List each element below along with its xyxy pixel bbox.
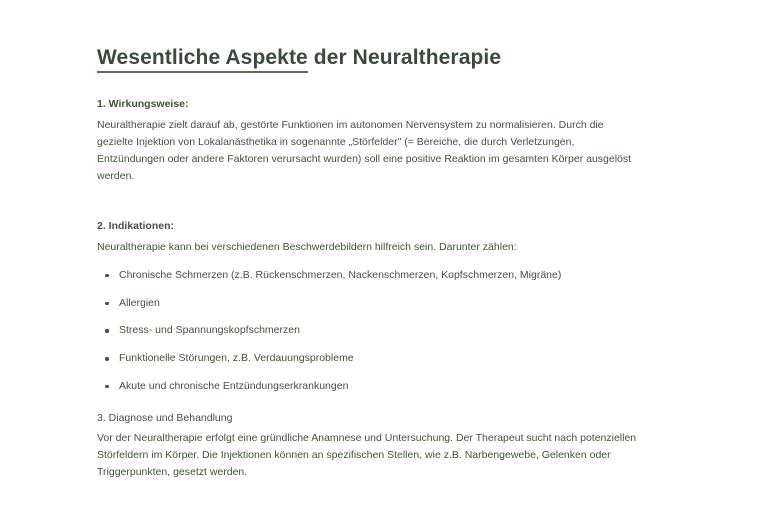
section-indikationen xyxy=(97,219,702,395)
page-title-rest: der Neuraltherapie xyxy=(307,46,502,69)
section-heading: 2. Indikationen: xyxy=(97,220,175,233)
page-title xyxy=(97,44,702,71)
list-item: Akute und chronische Entzündungserkrankungen xyxy=(97,379,702,395)
section-body: Neuraltherapie zielt darauf ab, gestörte Funktionen im autonomen Nervensystem zu normalisieren. Durch die gezielte Injektion von Lokalanästhetika in sogenannte „Störfelder" (= Bereiche, die durch Verletzungen, Entzündungen oder andere Faktoren verursacht wurden) soll eine positive Reaktion im gesamten Körper ausgelöst werden. xyxy=(97,119,632,183)
section-heading: 1. Wirkungsweise: xyxy=(97,98,189,111)
section-body: Vor der Neuraltherapie erfolgt eine gründliche Anamnese und Untersuchung. Der Therapeut sucht nach potenziellen Störfeldern im Körper. Die Injektionen können an spezifischen Stellen, wie z.B. Narbengewebe, Gelenken oder Triggerpunkten, gesetzt werden. xyxy=(97,432,637,479)
page-title-highlight: Wesentliche Aspekte xyxy=(97,46,308,73)
section-wirkungsweise xyxy=(97,97,702,185)
list-item: Allergien xyxy=(97,296,702,312)
indikationen-list xyxy=(97,268,702,395)
section-diagnose-behandlung xyxy=(97,411,702,482)
list-item: Chronische Schmerzen (z.B. Rückenschmerzen, Nackenschmerzen, Kopfschmerzen, Migräne) xyxy=(97,268,702,284)
list-item: Stress- und Spannungskopfschmerzen xyxy=(97,323,702,339)
list-item: Funktionelle Störungen, z.B. Verdauungsprobleme xyxy=(97,351,702,367)
section-body: Neuraltherapie kann bei verschiedenen Beschwerdebildern hilfreich sein. Darunter zählen: xyxy=(97,240,517,253)
section-heading: 3. Diagnose und Behandlung xyxy=(97,411,233,424)
